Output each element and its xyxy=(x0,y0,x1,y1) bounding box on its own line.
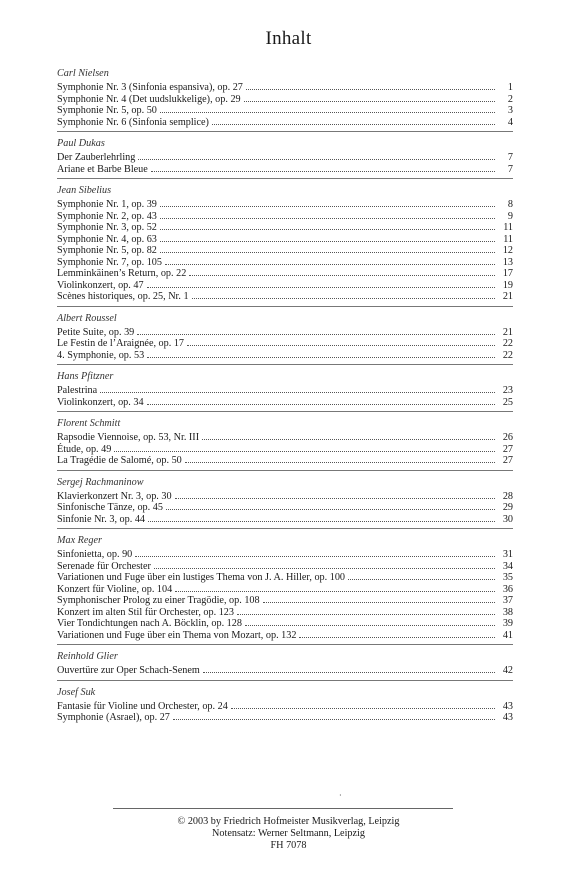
page-number: 1 xyxy=(507,82,513,93)
work-title: Sinfonie Nr. 3, op. 44 xyxy=(57,513,146,525)
work-title: Étude, op. 49 xyxy=(57,443,112,455)
dot-leader xyxy=(175,583,495,592)
page-number: 11 xyxy=(503,222,513,233)
dot-leader xyxy=(135,548,495,557)
work-title: Symphonie Nr. 2, op. 43 xyxy=(57,210,157,222)
composer-heading: Albert Roussel xyxy=(57,312,117,324)
toc-section xyxy=(57,311,513,366)
toc-entry xyxy=(57,700,513,712)
toc-entry xyxy=(57,279,513,291)
table-of-contents xyxy=(57,66,513,723)
page-number: 28 xyxy=(502,490,513,502)
work-title: 4. Symphonie, op. 53 xyxy=(57,349,145,361)
toc-entry xyxy=(57,431,513,443)
dot-leader xyxy=(348,571,495,580)
dot-leader xyxy=(151,163,495,172)
work-title: Symphonischer Prolog zu einer Tragödie, op. 108 xyxy=(57,595,260,606)
dot-leader xyxy=(137,326,495,335)
toc-entry xyxy=(57,116,513,128)
page-number: 22 xyxy=(502,338,513,349)
toc-entry xyxy=(57,93,513,105)
work-title: Sinfonische Tänze, op. 45 xyxy=(57,502,163,513)
dot-leader xyxy=(263,594,495,603)
work-title: Symphonie Nr. 3, op. 52 xyxy=(57,222,157,233)
page-number: 43 xyxy=(502,712,513,723)
composer-heading: Josef Suk xyxy=(57,686,96,698)
toc-entry xyxy=(57,104,513,116)
dot-leader xyxy=(202,431,495,440)
page-number: 27 xyxy=(502,443,513,455)
section-divider xyxy=(57,178,513,179)
page-number: 9 xyxy=(507,210,513,222)
page-number: 34 xyxy=(502,560,513,572)
dot-leader xyxy=(138,151,495,160)
page-number: 4 xyxy=(507,116,513,128)
dot-leader xyxy=(187,337,495,346)
toc-entry xyxy=(57,583,513,595)
page-number: 22 xyxy=(502,349,513,361)
dot-leader xyxy=(192,290,495,299)
dot-leader xyxy=(114,443,495,452)
toc-entry xyxy=(57,396,513,408)
dot-leader xyxy=(245,617,495,626)
work-title: Ariane et Barbe Bleue xyxy=(57,163,148,175)
page-number: 3 xyxy=(507,105,513,116)
toc-entry xyxy=(57,443,513,455)
work-title: Klavierkonzert Nr. 3, op. 30 xyxy=(57,490,172,502)
toc-entry xyxy=(57,267,513,279)
page-number: 23 xyxy=(502,385,513,396)
page-number: 25 xyxy=(502,396,513,408)
dot-leader xyxy=(160,104,495,113)
toc-entry xyxy=(57,513,513,525)
toc-section xyxy=(57,533,513,645)
dot-leader xyxy=(160,198,495,207)
toc-entry xyxy=(57,221,513,233)
toc-entry xyxy=(57,454,513,466)
dot-leader xyxy=(244,93,495,102)
toc-entry xyxy=(57,711,513,723)
composer-heading: Paul Dukas xyxy=(57,138,105,149)
composer-heading: Hans Pfitzner xyxy=(57,371,114,382)
section-divider xyxy=(57,470,513,471)
toc-entry xyxy=(57,256,513,268)
work-title: Serenade für Orchester xyxy=(57,560,151,572)
page-number: 42 xyxy=(502,665,513,676)
toc-section xyxy=(57,136,513,179)
toc-entry xyxy=(57,210,513,222)
page-number: 13 xyxy=(502,256,513,268)
work-title: Konzert für Violine, op. 104 xyxy=(57,583,173,595)
stray-mark: · xyxy=(339,791,342,800)
section-divider xyxy=(57,306,513,307)
page-number: 41 xyxy=(502,629,513,641)
toc-entry xyxy=(57,501,513,513)
toc-entry xyxy=(57,571,513,583)
toc-entry xyxy=(57,326,513,338)
work-title: Der Zauberlehrling xyxy=(57,152,136,163)
work-title: Symphonie Nr. 4 (Det uudslukkelige), op. 29 xyxy=(57,93,241,105)
dot-leader xyxy=(203,664,495,673)
dot-leader xyxy=(299,629,495,638)
page-title: Inhalt xyxy=(265,28,312,49)
work-title: Symphonie Nr. 5, op. 50 xyxy=(57,105,157,116)
work-title: Variationen und Fuge über ein Thema von Mozart, op. 132 xyxy=(57,629,297,641)
page-number: 38 xyxy=(502,606,513,618)
work-title: Symphonie (Asrael), op. 27 xyxy=(57,712,170,723)
toc-entry xyxy=(57,490,513,502)
dot-leader xyxy=(165,256,495,265)
page-number: 30 xyxy=(502,513,513,525)
composer-heading: Reinhold Glier xyxy=(57,651,118,662)
dot-leader xyxy=(160,233,495,242)
dot-leader xyxy=(147,279,495,288)
dot-leader xyxy=(100,384,495,393)
page-number: 35 xyxy=(502,572,513,583)
work-title: Vier Tondichtungen nach A. Böcklin, op. 128 xyxy=(57,618,242,629)
toc-entry xyxy=(57,384,513,396)
toc-section xyxy=(57,369,513,412)
page-number: 43 xyxy=(502,700,513,712)
page-number: 29 xyxy=(502,502,513,513)
dot-leader xyxy=(189,267,495,276)
toc-entry xyxy=(57,664,513,676)
page-number: 7 xyxy=(507,163,513,175)
dot-leader xyxy=(212,116,495,125)
section-divider xyxy=(57,528,513,529)
dot-leader xyxy=(231,700,495,709)
work-title: Symphonie Nr. 1, op. 39 xyxy=(57,199,157,210)
work-title: Fantasie für Violine und Orchester, op. 24 xyxy=(57,700,228,712)
toc-entry xyxy=(57,233,513,245)
composer-heading: Sergej Rachmaninow xyxy=(57,476,144,488)
work-title: Symphonie Nr. 3 (Sinfonia espansiva), op. 27 xyxy=(57,82,243,93)
page-number: 21 xyxy=(502,291,513,302)
composer-heading: Carl Nielsen xyxy=(57,68,109,79)
page-number: 7 xyxy=(507,152,513,163)
work-title: Sinfonietta, op. 90 xyxy=(57,549,133,560)
dot-leader xyxy=(148,513,495,522)
toc-section xyxy=(57,475,513,530)
page-number: 17 xyxy=(502,268,513,279)
page-number: 27 xyxy=(502,455,513,466)
toc-entry xyxy=(57,244,513,256)
work-title: Violinkonzert, op. 47 xyxy=(57,279,144,291)
page-number: 26 xyxy=(502,432,513,443)
work-title: Le Festin de l’Araignée, op. 17 xyxy=(57,338,185,349)
catalog-number: FH 7078 xyxy=(270,840,307,851)
page-number: 2 xyxy=(507,93,513,105)
page-number: 21 xyxy=(502,326,513,338)
page-number: 19 xyxy=(502,279,513,291)
section-divider xyxy=(57,364,513,365)
toc-entry xyxy=(57,290,513,302)
work-title: Petite Suite, op. 39 xyxy=(57,326,135,338)
typesetting-credit: Notensatz: Werner Seltmann, Leipzig xyxy=(212,828,365,839)
work-title: Symphonie Nr. 4, op. 63 xyxy=(57,233,157,245)
page-number: 8 xyxy=(507,199,513,210)
work-title: Symphonie Nr. 6 (Sinfonia semplice) xyxy=(57,116,209,128)
toc-entry xyxy=(57,629,513,641)
footer-divider xyxy=(113,808,453,809)
dot-leader xyxy=(173,711,495,720)
page-number: 39 xyxy=(502,618,513,629)
work-title: Symphonie Nr. 7, op. 105 xyxy=(57,256,162,268)
dot-leader xyxy=(160,210,495,219)
work-title: Rapsodie Viennoise, op. 53, Nr. III xyxy=(57,432,200,443)
dot-leader xyxy=(160,244,495,253)
composer-heading: Max Reger xyxy=(57,535,102,546)
work-title: Ouvertüre zur Oper Schach-Senem xyxy=(57,665,200,676)
dot-leader xyxy=(147,396,495,405)
toc-entry xyxy=(57,606,513,618)
dot-leader xyxy=(175,490,495,499)
copyright-line: © 2003 by Friedrich Hofmeister Musikverlag, Leipzig xyxy=(177,816,400,827)
toc-entry xyxy=(57,548,513,560)
composer-heading: Jean Sibelius xyxy=(57,185,112,196)
work-title: Violinkonzert, op. 34 xyxy=(57,396,144,408)
toc-section xyxy=(57,685,513,723)
work-title: La Tragédie de Salomé, op. 50 xyxy=(57,455,182,466)
work-title: Konzert im alten Stil für Orchester, op. 123 xyxy=(57,606,234,618)
section-divider xyxy=(57,131,513,132)
dot-leader xyxy=(160,221,495,230)
toc-section xyxy=(57,183,513,307)
page-number: 36 xyxy=(502,583,513,595)
toc-entry xyxy=(57,349,513,361)
toc-entry xyxy=(57,151,513,163)
composer-heading: Florent Schmitt xyxy=(57,418,121,429)
dot-leader xyxy=(185,454,495,463)
dot-leader xyxy=(237,606,495,615)
dot-leader xyxy=(246,81,495,90)
toc-section xyxy=(57,416,513,471)
work-title: Palestrina xyxy=(57,385,98,396)
toc-entry xyxy=(57,337,513,349)
section-divider xyxy=(57,644,513,645)
toc-entry xyxy=(57,198,513,210)
toc-entry xyxy=(57,594,513,606)
work-title: Scènes historiques, op. 25, Nr. 1 xyxy=(57,291,189,302)
section-divider xyxy=(57,680,513,681)
page-number: 11 xyxy=(503,233,513,245)
dot-leader xyxy=(154,560,495,569)
toc-entry xyxy=(57,163,513,175)
work-title: Symphonie Nr. 5, op. 82 xyxy=(57,245,157,256)
section-divider xyxy=(57,411,513,412)
toc-entry xyxy=(57,617,513,629)
work-title: Variationen und Fuge über ein lustiges Thema von J. A. Hiller, op. 100 xyxy=(57,572,346,583)
page-number: 37 xyxy=(502,595,513,606)
toc-section xyxy=(57,66,513,132)
dot-leader xyxy=(147,349,495,358)
toc-section xyxy=(57,649,513,681)
page-number: 31 xyxy=(502,549,513,560)
work-title: Lemminkäinen’s Return, op. 22 xyxy=(57,268,187,279)
toc-entry xyxy=(57,81,513,93)
dot-leader xyxy=(166,501,495,510)
toc-entry xyxy=(57,560,513,572)
page-number: 12 xyxy=(502,245,513,256)
